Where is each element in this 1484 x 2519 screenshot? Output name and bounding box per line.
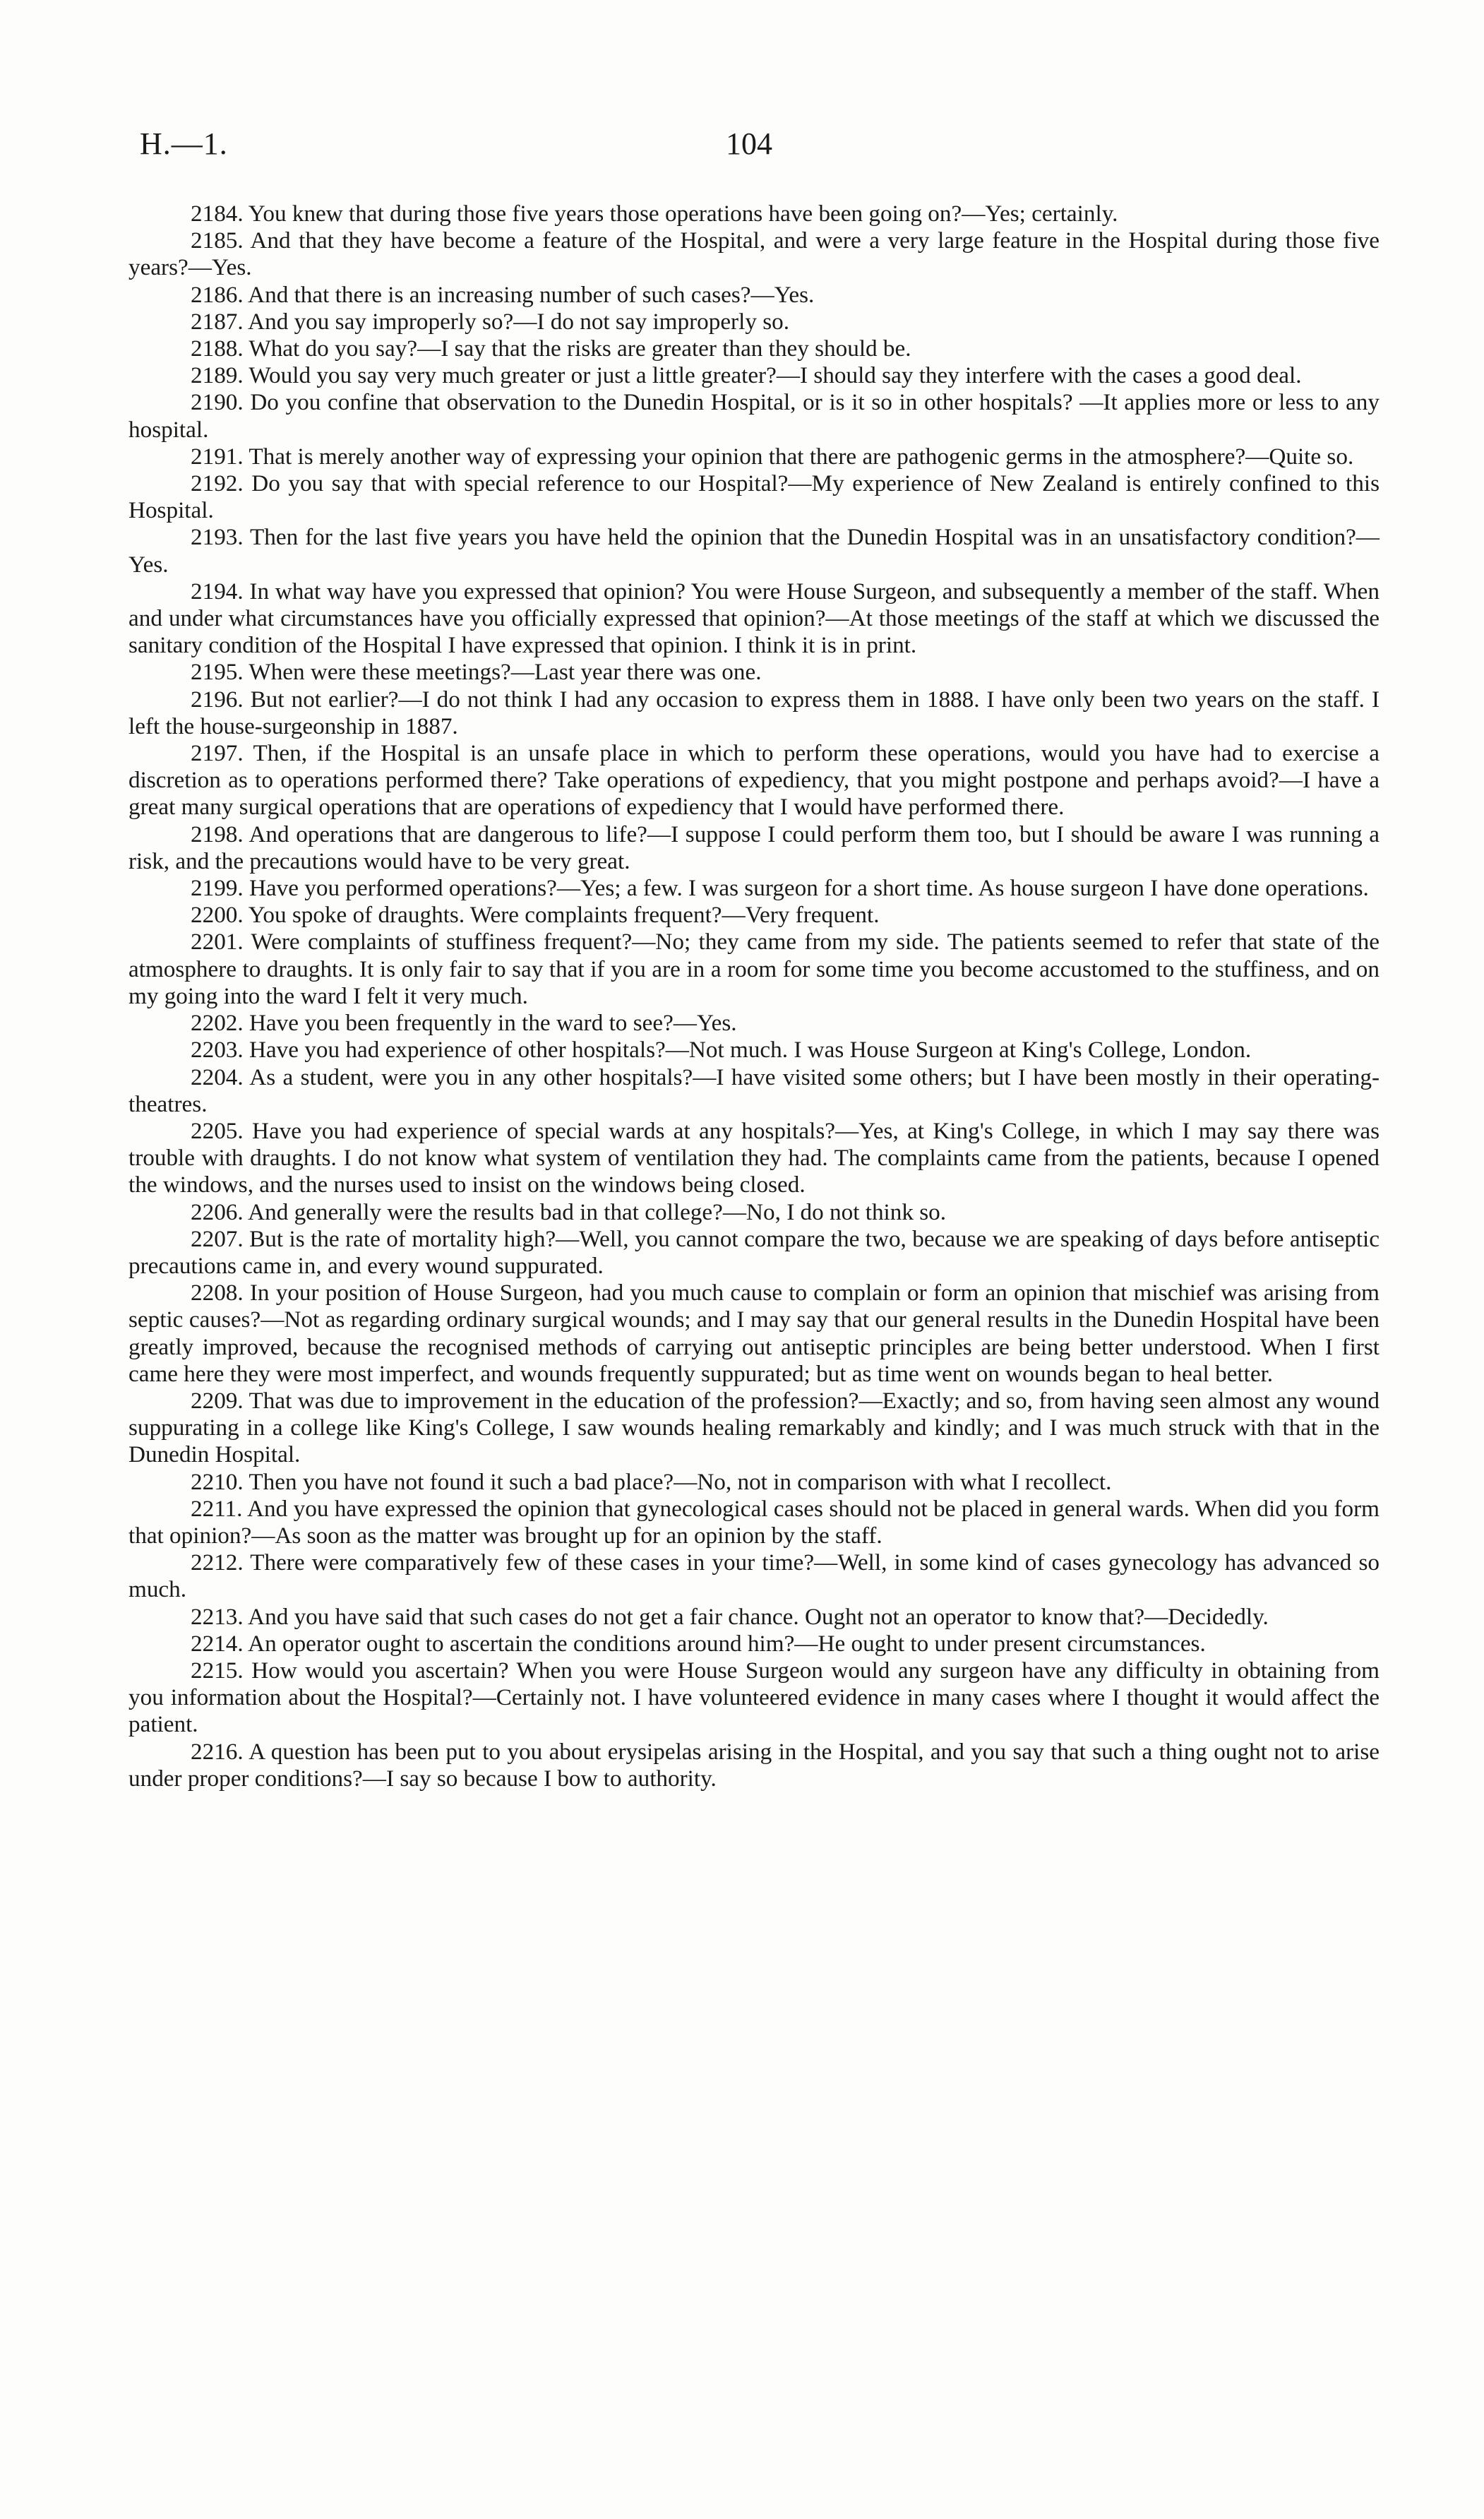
paragraph: 2211. And you have expressed the opinion that gynecological cases should not be placed in general wards. When did you form that opinion?—As soon as the matter was brought up for an opinion by the staff. <box>128 1495 1380 1549</box>
paragraph: 2205. Have you had experience of special wards at any hospitals?—Yes, at King's College, in which I may say there was trouble with draughts. I do not know what system of ventilation they had. The complaints came from the patients, because I opened the windows, and the nurses used to insist on the windows being closed. <box>128 1117 1380 1198</box>
paragraph: 2192. Do you say that with special reference to our Hospital?—My experience of New Zealand is entirely confined to this Hospital. <box>128 470 1380 524</box>
paragraph: 2187. And you say improperly so?—I do not say improperly so. <box>191 308 790 335</box>
paragraph: 2209. That was due to improvement in the education of the profession?—Exactly; and so, from having seen almost any wound suppurating in a college like King's College, I saw wounds healing remarkably and kindly; and I was much struck with that in the Dunedin Hospital. <box>128 1387 1380 1468</box>
paragraph: 2199. Have you performed operations?—Yes; a few. I was surgeon for a short time. As house surgeon I have done operations. <box>191 875 1369 902</box>
paragraph: 2212. There were comparatively few of these cases in your time?—Well, in some kind of cases gynecology has advanced so much. <box>128 1549 1380 1603</box>
paragraph: 2193. Then for the last five years you have held the opinion that the Dunedin Hospital was in an unsatisfactory condition?—Yes. <box>128 524 1380 578</box>
paragraph: 2190. Do you confine that observation to the Dunedin Hospital, or is it so in other hospitals? —It applies more or less to any hospital. <box>128 389 1380 443</box>
paragraph: 2196. But not earlier?—I do not think I had any occasion to express them in 1888. I have only been two years on the staff. I left the house-surgeonship in 1887. <box>128 686 1380 739</box>
paragraph: 2185. And that they have become a feature of the Hospital, and were a very large feature in the Hospital during those five years?—Yes. <box>128 227 1380 281</box>
paragraph: 2197. Then, if the Hospital is an unsafe place in which to perform these operations, would you have had to exercise a discretion as to operations performed there? Take operations of expediency, that you might postpone and perhaps avoid?—I have a great many surgical operations that are operations of expediency that I would have performed there. <box>128 740 1380 821</box>
paragraph: 2189. Would you say very much greater or just a little greater?—I should say they interfere with the cases a good deal. <box>191 362 1302 389</box>
paragraph: 2202. Have you been frequently in the ward to see?—Yes. <box>191 1010 737 1037</box>
evidence-text <box>128 201 1380 1792</box>
paragraph: 2207. But is the rate of mortality high?—Well, you cannot compare the two, because we are speaking of days before antiseptic precautions came in, and every wound suppurated. <box>128 1225 1380 1279</box>
paragraph: 2203. Have you had experience of other hospitals?—Not much. I was House Surgeon at King's College, London. <box>191 1037 1252 1064</box>
paragraph: 2210. Then you have not found it such a bad place?—No, not in comparison with what I recollect. <box>191 1468 1112 1495</box>
page-header <box>140 126 1375 175</box>
paragraph: 2186. And that there is an increasing number of such cases?—Yes. <box>191 281 815 308</box>
paragraph: 2206. And generally were the results bad in that college?—No, I do not think so. <box>191 1198 947 1225</box>
paragraph: 2214. An operator ought to ascertain the conditions around him?—He ought to under present circumstances. <box>191 1630 1206 1657</box>
paragraph: 2195. When were these meetings?—Last year there was one. <box>191 659 762 686</box>
paragraph: 2208. In your position of House Surgeon, had you much cause to complain or form an opinion that mischief was arising from septic causes?—Not as regarding ordinary surgical wounds; and I may say that our general results in the Dunedin Hospital have been greatly improved, because the recognised methods of carrying out antiseptic principles are being better understood. When I first came here they were most imperfect, and wounds frequently suppurated; but as time went on wounds began to heal better. <box>128 1280 1380 1387</box>
paragraph: 2194. In what way have you expressed that opinion? You were House Surgeon, and subsequently a member of the staff. When and under what circumstances have you officially expressed that opinion?—At those meetings of the staff at which we discussed the sanitary condition of the Hospital I have expressed that opinion. I think it is in print. <box>128 578 1380 659</box>
paragraph: 2188. What do you say?—I say that the risks are greater than they should be. <box>191 335 911 362</box>
paragraph: 2204. As a student, were you in any other hospitals?—I have visited some others; but I have been mostly in their operating-theatres. <box>128 1064 1380 1117</box>
paragraph: 2213. And you have said that such cases do not get a fair chance. Ought not an operator to know that?—Decidedly. <box>191 1603 1269 1630</box>
paragraph: 2191. That is merely another way of expressing your opinion that there are pathogenic germs in the atmosphere?—Quite so. <box>191 443 1354 470</box>
paragraph: 2200. You spoke of draughts. Were complaints frequent?—Very frequent. <box>191 902 880 929</box>
paragraph: 2201. Were complaints of stuffiness frequent?—No; they came from my side. The patients seemed to refer that state of the atmosphere to draughts. It is only fair to say that if you are in a room for some time you become accustomed to the stuffiness, and on my going into the ward I felt it very much. <box>128 929 1380 1009</box>
page-number: 104 <box>726 126 772 161</box>
paragraph: 2184. You knew that during those five years those operations have been going on?—Yes; certainly. <box>191 201 1118 227</box>
paragraph: 2216. A question has been put to you about erysipelas arising in the Hospital, and you say that such a thing ought not to arise under proper conditions?—I say so because I bow to authority. <box>128 1738 1380 1792</box>
paragraph: 2198. And operations that are dangerous to life?—I suppose I could perform them too, but I should be aware I was running a risk, and the precautions would have to be very great. <box>128 821 1380 874</box>
paragraph: 2215. How would you ascertain? When you were House Surgeon would any surgeon have any difficulty in obtaining from you information about the Hospital?—Certainly not. I have volunteered evidence in many cases where I thought it would affect the patient. <box>128 1657 1380 1738</box>
document-code: H.—1. <box>140 126 228 161</box>
